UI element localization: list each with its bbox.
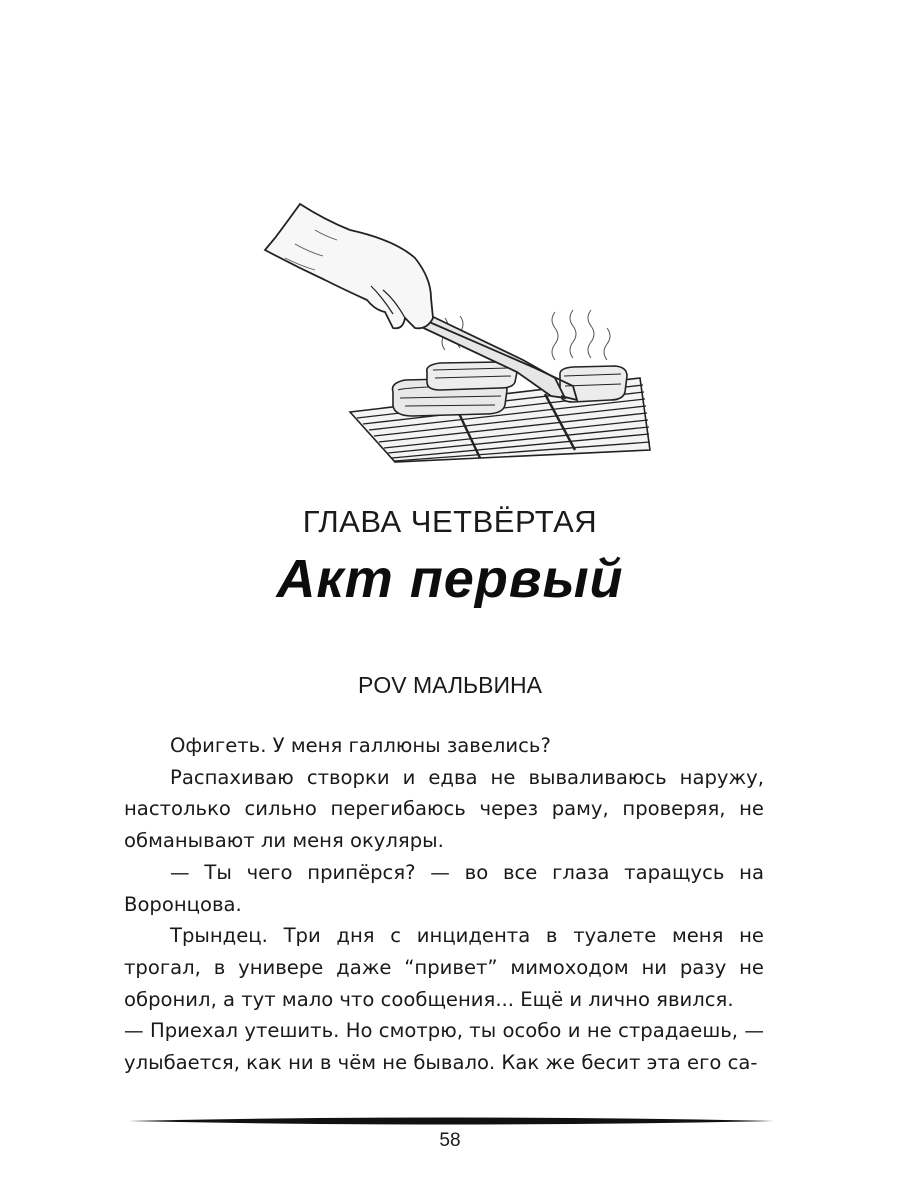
hand-arm	[265, 204, 433, 328]
chapter-title: Акт первый	[276, 549, 624, 609]
paragraph: — Ты чего припёрся? — во все глаза таращусь на Воронцова.	[124, 860, 764, 916]
paragraph: Трындец. Три дня с инцидента в туалете меня не трогал, в универе даже “привет” мимоходом ни разу не обронил, а тут мало что сообщения... Ещё и лично явился.	[124, 924, 764, 1011]
paragraph: Офигеть. У меня галлюны завелись?	[170, 734, 551, 757]
paragraph: Распахиваю створки и едва не вываливаюсь наружу, настолько сильно перегибаюсь через раму, проверяя, не обманывают ли меня окуляры.	[124, 765, 764, 853]
chapter-body	[124, 730, 764, 1079]
chapter-label: ГЛАВА ЧЕТВЁРТАЯ	[302, 504, 598, 539]
page-number: 58	[439, 1130, 461, 1151]
pov-heading: POV МАЛЬВИНА	[358, 672, 542, 698]
footer-rule	[128, 1114, 774, 1128]
paragraph: — Приехал утешить. Но смотрю, ты особо и не страдаешь, — улыбается, как ни в чём не бывало. Как же бесит эта его са-	[124, 1019, 764, 1075]
grill-illustration	[255, 200, 665, 470]
